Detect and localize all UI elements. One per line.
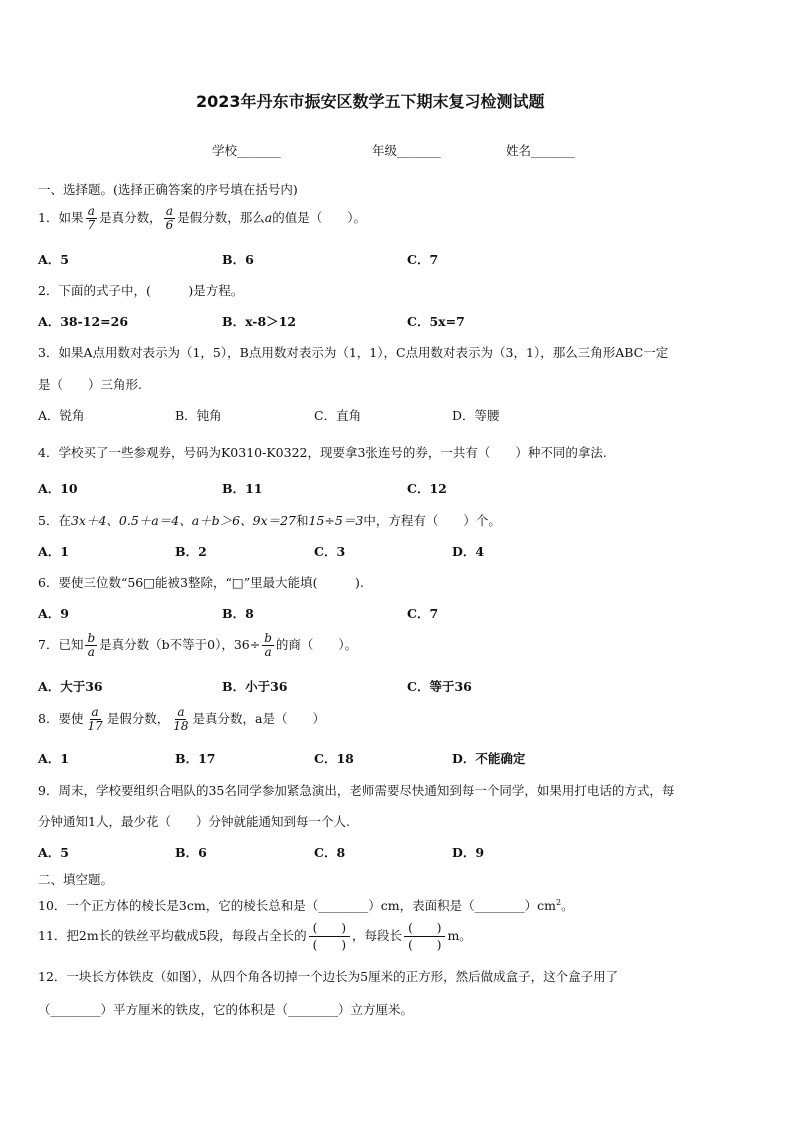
- q11-mid: ，每段长: [352, 928, 403, 943]
- q2-option-a[interactable]: A．38-12=26: [38, 314, 129, 329]
- fraction-a-over-18: $\frac{a}{18}$: [173, 705, 189, 733]
- q6-option-c[interactable]: C．7: [407, 606, 439, 621]
- question-3-line-1: 3．如果A点用数对表示为（1，5），B点用数对表示为（1，1），C点用数对表示为（3，1），那么三角形ABC一定: [38, 345, 669, 360]
- q3-option-a[interactable]: A．锐角: [38, 408, 85, 423]
- q3-option-c[interactable]: C．直角: [314, 408, 362, 423]
- question-12-line-1: 12．一块长方体铁皮（如图），从四个角各切掉一个边长为5厘米的正方形，然后做成盒子，这个盒子用了: [38, 969, 619, 984]
- grade-field[interactable]: 年级_______: [372, 143, 441, 158]
- question-3-line-2: 是（ ）三角形.: [38, 377, 142, 392]
- q1-var: a: [264, 210, 273, 225]
- q2-option-c[interactable]: C．5x=7: [407, 314, 465, 329]
- question-4: 4．学校买了一些参观券，号码为K0310-K0322，现要拿3张连号的券，一共有（ ）种不同的拿法.: [38, 445, 607, 460]
- q10-value: 3cm: [178, 898, 206, 913]
- fraction-b-over-a-2: $\frac{b}{a}$: [264, 631, 272, 659]
- q8-prefix: 8．要使: [38, 711, 84, 726]
- q1-option-a[interactable]: A．5: [38, 252, 69, 267]
- fraction-a-over-6: $\frac{a}{6}$: [165, 204, 174, 232]
- fraction-a-over-17: $\frac{a}{17}$: [87, 705, 103, 733]
- section-choice-heading: 一、选择题。(选择正确答案的序号填在括号内): [38, 182, 298, 197]
- q5-option-d[interactable]: D．4: [452, 544, 485, 559]
- q11-fraction-blank-2[interactable]: $\frac{( )}{( )}$: [404, 920, 445, 953]
- school-field[interactable]: 学校_______: [212, 143, 281, 158]
- q7-option-a[interactable]: A．大于36: [38, 679, 103, 694]
- q5-option-c[interactable]: C．3: [314, 544, 346, 559]
- question-8: [38, 706, 325, 733]
- q5-prefix: 5．在: [38, 513, 71, 528]
- q10-unit-2: cm: [537, 898, 556, 913]
- q4-option-b[interactable]: B．11: [222, 481, 263, 496]
- q1-suffix: 的值是（ ）。: [272, 210, 366, 225]
- question-12-line-2[interactable]: （________）平方厘米的铁皮，它的体积是（________）立方厘米。: [38, 1002, 414, 1017]
- q7-mid: 是真分数（b不等于0），36÷: [99, 637, 261, 652]
- q2-option-b[interactable]: B．x-8＞12: [222, 314, 297, 329]
- question-9-line-1: 9．周末，学校要组织合唱队的35名同学参加紧急演出，老师需要尽快通知到每一个同学，如果用打电话的方式，每: [38, 783, 675, 798]
- q5-option-a[interactable]: A．1: [38, 544, 69, 559]
- q11-prefix: 11．把2m长的铁丝平均截成5段，每段占全长的: [38, 928, 307, 943]
- question-10: [38, 896, 574, 914]
- q4-option-c[interactable]: C．12: [407, 481, 447, 496]
- q5-expression-2: 15÷5＝3: [308, 513, 364, 528]
- q5-option-b[interactable]: B．2: [175, 544, 207, 559]
- q10-suffix: 。: [561, 898, 574, 913]
- q5-suffix: 中，方程有（ ）个。: [363, 513, 501, 528]
- q5-mid: 和: [296, 513, 309, 528]
- q11-fraction-blank-1[interactable]: $\frac{( )}{( )}$: [309, 920, 350, 953]
- q8-option-c[interactable]: C．18: [314, 751, 354, 766]
- q10-prefix: 10．一个正方体的棱长是: [38, 898, 179, 913]
- q1-mid2: 是假分数，那么: [177, 210, 265, 225]
- q8-mid: 是假分数，: [106, 711, 170, 726]
- question-6: 6．要使三位数“56□能被3整除，“□”里最大能填( ).: [38, 575, 364, 590]
- q7-option-b[interactable]: B．小于36: [222, 679, 288, 694]
- q9-option-a[interactable]: A．5: [38, 845, 69, 860]
- q1-mid: 是真分数，: [99, 210, 162, 225]
- q3-option-b[interactable]: B．钝角: [175, 408, 222, 423]
- section-fill-heading: 二、填空题。: [38, 872, 114, 887]
- question-2: 2．下面的式子中，( )是方程。: [38, 283, 244, 298]
- q1-option-b[interactable]: B．6: [222, 252, 254, 267]
- question-1: [38, 205, 366, 232]
- q10-mid2[interactable]: ，表面积是（________）: [399, 898, 538, 913]
- q1-option-c[interactable]: C．7: [407, 252, 439, 267]
- q10-mid[interactable]: ，它的棱长总和是（________）: [205, 898, 381, 913]
- q1-prefix: 1．如果: [38, 210, 84, 225]
- fraction-a-over-7: $\frac{a}{7}$: [87, 204, 96, 232]
- q8-option-b[interactable]: B．17: [175, 751, 216, 766]
- question-9-line-2: 分钟通知1人，最少花（ ）分钟就能通知到每一个人.: [38, 814, 350, 829]
- name-field[interactable]: 姓名_______: [506, 143, 575, 158]
- q5-expressions: 3x＋4、0.5＋a＝4、a＋b＞6、9x＝27: [70, 513, 297, 528]
- q7-prefix: 7．已知: [38, 637, 84, 652]
- q7-option-c[interactable]: C．等于36: [407, 679, 472, 694]
- q8-suffix: 是真分数，a是（ ）: [192, 711, 325, 726]
- page-title: 2023年丹东市振安区数学五下期末复习检测试题: [196, 92, 545, 111]
- q10-unit-1: cm: [380, 898, 400, 913]
- q9-option-d[interactable]: D．9: [452, 845, 485, 860]
- q6-option-b[interactable]: B．8: [222, 606, 254, 621]
- q8-option-d[interactable]: D．不能确定: [452, 751, 526, 766]
- q10-superscript: 2: [555, 897, 562, 907]
- q8-option-a[interactable]: A．1: [38, 751, 69, 766]
- q9-option-c[interactable]: C．8: [314, 845, 346, 860]
- q6-option-a[interactable]: A．9: [38, 606, 69, 621]
- q11-suffix: m。: [447, 928, 472, 943]
- fraction-b-over-a: $\frac{b}{a}$: [87, 631, 96, 659]
- question-7: [38, 632, 357, 659]
- q7-suffix: 的商（ ）。: [275, 637, 358, 652]
- q4-option-a[interactable]: A．10: [38, 481, 78, 496]
- q9-option-b[interactable]: B．6: [175, 845, 207, 860]
- question-11: [38, 920, 472, 953]
- q3-option-d[interactable]: D．等腰: [452, 408, 500, 423]
- question-5: [38, 511, 501, 529]
